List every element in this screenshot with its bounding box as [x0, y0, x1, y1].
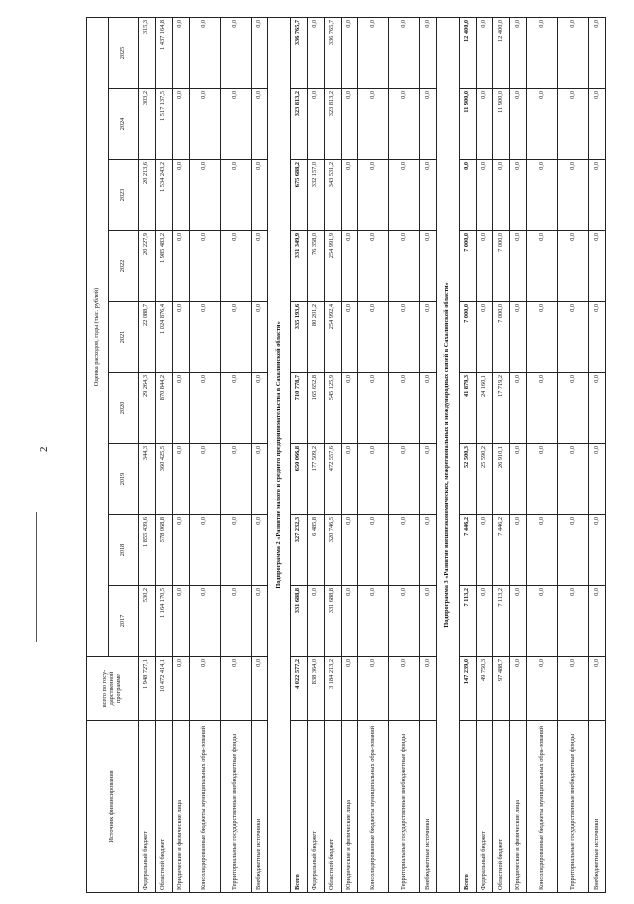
table-row: [510, 17, 527, 892]
row-year-value: 0,0: [341, 160, 358, 231]
row-year-value: 0,0: [527, 586, 558, 657]
row-year-value: 0,0: [476, 586, 493, 657]
subprogram-title-row: [268, 17, 291, 892]
row-year-value: 0,0: [389, 373, 420, 444]
row-year-value: 0,0: [220, 160, 251, 231]
row-year-value: 336 765,7: [324, 17, 341, 88]
row-year-value: 0,0: [341, 231, 358, 302]
row-year-value: 0,0: [341, 515, 358, 586]
row-total-value: 0,0: [589, 657, 606, 721]
row-year-value: 0,0: [589, 444, 606, 515]
row-year-value: 0,0: [420, 373, 437, 444]
row-year-value: 0,0: [389, 586, 420, 657]
row-year-value: 0,0: [476, 302, 493, 373]
row-year-value: 0,0: [510, 89, 527, 160]
row-source-label: Юридические и физические лица: [510, 721, 527, 893]
row-year-value: 0,0: [589, 586, 606, 657]
page-number: 2: [38, 446, 50, 452]
row-total-value: 0,0: [172, 657, 189, 721]
row-year-value: 1 534 243,2: [155, 160, 172, 231]
row-year-value: 0,0: [476, 231, 493, 302]
table-row: [189, 17, 220, 892]
row-year-value: 303,2: [139, 89, 156, 160]
row-year-value: 0,0: [172, 17, 189, 88]
table-row: [476, 17, 493, 892]
row-source-label: Территориальные государственные внебюджетные фонды: [220, 721, 251, 893]
row-year-value: 0,0: [420, 17, 437, 88]
row-year-value: 0,0: [420, 231, 437, 302]
table-row: [324, 17, 341, 892]
row-year-value: 323 813,2: [324, 89, 341, 160]
table-row: [389, 17, 420, 892]
row-year-value: 0,0: [420, 586, 437, 657]
row-year-value: 0,0: [307, 17, 324, 88]
row-source-label: Консолидированные бюджеты муниципальных обра-зований: [527, 721, 558, 893]
table-row: [558, 17, 589, 892]
row-year-value: 7 000,0: [493, 302, 510, 373]
table-row: [251, 17, 268, 892]
row-year-value: 0,0: [220, 586, 251, 657]
header-year: 2025: [109, 17, 139, 88]
header-year: 2023: [109, 160, 139, 231]
row-year-value: 0,0: [341, 302, 358, 373]
row-year-value: 0,0: [558, 444, 589, 515]
row-year-value: 0,0: [172, 89, 189, 160]
row-year-value: 0,0: [510, 17, 527, 88]
row-year-value: 0,0: [476, 89, 493, 160]
row-source-label: Юридические и физические лица: [341, 721, 358, 893]
header-year: 2017: [109, 586, 139, 657]
row-year-value: 29 264,3: [139, 373, 156, 444]
header-year: 2019: [109, 444, 139, 515]
row-year-value: 0,0: [527, 231, 558, 302]
row-year-value: 0,0: [558, 586, 589, 657]
row-year-value: 7 446,2: [493, 515, 510, 586]
row-year-value: 7 446,2: [459, 515, 476, 586]
row-year-value: 0,0: [220, 231, 251, 302]
row-source-label: Федеральный бюджет: [139, 721, 156, 893]
row-year-value: 0,0: [358, 515, 389, 586]
row-source-label: Областной бюджет: [155, 721, 172, 893]
row-year-value: 650 066,8: [290, 444, 307, 515]
row-year-value: 0,0: [510, 586, 527, 657]
row-year-value: 22 088,7: [139, 302, 156, 373]
row-year-value: 0,0: [527, 515, 558, 586]
row-year-value: 0,0: [358, 586, 389, 657]
row-year-value: 6 485,8: [307, 515, 324, 586]
row-year-value: 0,0: [558, 160, 589, 231]
row-year-value: 0,0: [251, 515, 268, 586]
row-source-label: Юридические и физические лица: [172, 721, 189, 893]
row-year-value: 360 425,5: [155, 444, 172, 515]
row-year-value: 0,0: [358, 160, 389, 231]
row-year-value: 0,0: [527, 160, 558, 231]
row-year-value: 0,0: [420, 444, 437, 515]
row-year-value: 0,0: [307, 586, 324, 657]
row-source-label: Всего: [459, 721, 476, 893]
row-year-value: 0,0: [420, 160, 437, 231]
row-total-value: 0,0: [358, 657, 389, 721]
row-year-value: 0,0: [341, 17, 358, 88]
row-year-value: 327 232,3: [290, 515, 307, 586]
row-year-value: 0,0: [558, 231, 589, 302]
row-year-value: 0,0: [220, 444, 251, 515]
row-year-value: 0,0: [558, 515, 589, 586]
table-row: [290, 17, 307, 892]
row-year-value: 0,0: [189, 89, 220, 160]
row-total-value: 10 472 414,1: [155, 657, 172, 721]
row-year-value: 0,0: [589, 17, 606, 88]
row-year-value: 0,0: [476, 17, 493, 88]
row-year-value: 0,0: [341, 89, 358, 160]
header-source: Источник финансирования: [87, 721, 139, 893]
row-year-value: 0,0: [510, 444, 527, 515]
row-year-value: 0,0: [527, 302, 558, 373]
table-row: [307, 17, 324, 892]
row-year-value: 12 400,0: [493, 17, 510, 88]
row-year-value: 24 160,1: [476, 373, 493, 444]
row-year-value: 0,0: [189, 17, 220, 88]
row-year-value: 0,0: [420, 302, 437, 373]
row-total-value: 147 239,0: [459, 657, 476, 721]
row-year-value: 332 157,0: [307, 160, 324, 231]
row-year-value: 336 765,7: [290, 17, 307, 88]
table-body: [139, 17, 606, 892]
row-year-value: 20 227,9: [139, 231, 156, 302]
row-year-value: 331 349,9: [290, 231, 307, 302]
row-year-value: 0,0: [220, 89, 251, 160]
row-year-value: 0,0: [358, 17, 389, 88]
row-year-value: 0,0: [251, 17, 268, 88]
row-year-value: 12 400,0: [459, 17, 476, 88]
row-year-value: 0,0: [510, 160, 527, 231]
row-year-value: 0,0: [358, 444, 389, 515]
table-row: [589, 17, 606, 892]
row-total-value: 0,0: [420, 657, 437, 721]
row-year-value: 545 125,9: [324, 373, 341, 444]
row-year-value: 0,0: [389, 89, 420, 160]
row-year-value: 0,0: [220, 373, 251, 444]
row-year-value: 0,0: [251, 89, 268, 160]
row-source-label: Консолидированные бюджеты муниципальных обра-зований: [358, 721, 389, 893]
row-total-value: 49 750,3: [476, 657, 493, 721]
rotated-table-container: [86, 17, 606, 893]
table-row: [220, 17, 251, 892]
row-year-value: 17 719,2: [493, 373, 510, 444]
row-total-value: 1 948 727,1: [139, 657, 156, 721]
row-total-value: 0,0: [389, 657, 420, 721]
row-year-value: 7 000,0: [459, 302, 476, 373]
row-year-value: 7 113,2: [459, 586, 476, 657]
row-total-value: 0,0: [251, 657, 268, 721]
row-year-value: 0,0: [476, 160, 493, 231]
row-year-value: 0,0: [589, 89, 606, 160]
table-row: [527, 17, 558, 892]
row-year-value: 0,0: [189, 160, 220, 231]
row-total-value: 838 364,0: [307, 657, 324, 721]
table-row: [172, 17, 189, 892]
row-year-value: 0,0: [589, 160, 606, 231]
row-year-value: 0,0: [527, 444, 558, 515]
row-year-value: 0,0: [341, 586, 358, 657]
row-year-value: 41 879,3: [459, 373, 476, 444]
row-year-value: 0,0: [251, 444, 268, 515]
row-year-value: 0,0: [251, 160, 268, 231]
row-year-value: 0,0: [251, 586, 268, 657]
row-total-value: 4 022 577,2: [290, 657, 307, 721]
row-year-value: 0,0: [389, 444, 420, 515]
row-year-value: 870 844,2: [155, 373, 172, 444]
row-year-value: 0,0: [459, 160, 476, 231]
row-year-value: 0,0: [172, 231, 189, 302]
row-total-value: 0,0: [189, 657, 220, 721]
row-year-value: 0,0: [172, 373, 189, 444]
subprogram-title: Подпрограмма 2 «Развитие малого и среднего предпринимательства в Сахалинской области»: [268, 17, 291, 892]
row-year-value: 0,0: [189, 373, 220, 444]
table-row: [155, 17, 172, 892]
row-year-value: 344,3: [139, 444, 156, 515]
row-year-value: 0,0: [358, 89, 389, 160]
row-year-value: 0,0: [189, 302, 220, 373]
row-year-value: 0,0: [341, 373, 358, 444]
row-total-value: 97 488,7: [493, 657, 510, 721]
row-year-value: 11 900,0: [493, 89, 510, 160]
row-year-value: 0,0: [358, 373, 389, 444]
row-year-value: 165 652,8: [307, 373, 324, 444]
header-year: 2022: [109, 231, 139, 302]
row-total-value: 3 184 213,2: [324, 657, 341, 721]
row-source-label: Областной бюджет: [493, 721, 510, 893]
row-year-value: 0,0: [510, 373, 527, 444]
row-year-value: 0,0: [589, 515, 606, 586]
subprogram-title: Подпрограмма 3 «Развитие внешнеэкономических, межрегиональных и международных связей в Сахалинской области»: [437, 17, 460, 892]
row-year-value: 331 688,8: [324, 586, 341, 657]
row-year-value: 0,0: [251, 231, 268, 302]
row-total-value: 0,0: [220, 657, 251, 721]
subprogram-title-row: [437, 17, 460, 892]
row-source-label: Федеральный бюджет: [307, 721, 324, 893]
row-year-value: 0,0: [220, 302, 251, 373]
row-year-value: 7 000,0: [459, 231, 476, 302]
row-year-value: 177 509,2: [307, 444, 324, 515]
row-year-value: 335 193,6: [290, 302, 307, 373]
row-year-value: 1 855 439,6: [139, 515, 156, 586]
row-year-value: 0,0: [589, 373, 606, 444]
row-total-value: 0,0: [527, 657, 558, 721]
row-year-value: 0,0: [389, 515, 420, 586]
row-year-value: 1 024 876,4: [155, 302, 172, 373]
row-source-label: Федеральный бюджет: [476, 721, 493, 893]
row-year-value: 7 000,0: [493, 231, 510, 302]
row-year-value: 323 813,2: [290, 89, 307, 160]
header-year: 2020: [109, 373, 139, 444]
row-year-value: 0,0: [476, 515, 493, 586]
row-year-value: 0,0: [220, 17, 251, 88]
row-year-value: 25 590,2: [476, 444, 493, 515]
row-year-value: 0,0: [251, 373, 268, 444]
funding-table: [86, 17, 606, 893]
row-year-value: 0,0: [558, 302, 589, 373]
row-year-value: 20 213,6: [139, 160, 156, 231]
row-year-value: 0,0: [510, 515, 527, 586]
row-year-value: 0,0: [172, 515, 189, 586]
row-total-value: 0,0: [510, 657, 527, 721]
row-year-value: 76 358,0: [307, 231, 324, 302]
row-year-value: 0,0: [189, 586, 220, 657]
row-year-value: 80 201,2: [307, 302, 324, 373]
row-year-value: 343 531,2: [324, 160, 341, 231]
row-year-value: 331 688,8: [290, 586, 307, 657]
table-row: [139, 17, 156, 892]
row-year-value: 0,0: [493, 160, 510, 231]
row-year-value: 0,0: [558, 373, 589, 444]
row-year-value: 0,0: [172, 586, 189, 657]
row-year-value: 0,0: [420, 89, 437, 160]
row-year-value: 1 164 170,5: [155, 586, 172, 657]
row-year-value: 52 500,3: [459, 444, 476, 515]
row-year-value: 254 992,4: [324, 302, 341, 373]
row-year-value: 0,0: [527, 373, 558, 444]
row-year-value: 7 113,2: [493, 586, 510, 657]
row-source-label: Территориальные государственные внебюджетные фонды: [558, 721, 589, 893]
row-year-value: 0,0: [389, 17, 420, 88]
row-year-value: 254 991,9: [324, 231, 341, 302]
header-total: всего по госу-дарственной программе: [87, 657, 139, 721]
row-year-value: 1 437 164,8: [155, 17, 172, 88]
footer-divider: [36, 512, 37, 642]
row-year-value: 315,3: [139, 17, 156, 88]
row-year-value: 0,0: [172, 302, 189, 373]
row-year-value: 0,0: [589, 231, 606, 302]
header-year: 2021: [109, 302, 139, 373]
row-source-label: Внебюджетные источники: [420, 721, 437, 893]
row-source-label: Внебюджетные источники: [589, 721, 606, 893]
header-group: Оценка расходов, годы (тыс. рублей): [87, 17, 109, 656]
row-year-value: 0,0: [558, 89, 589, 160]
row-year-value: 0,0: [527, 17, 558, 88]
row-year-value: 0,0: [420, 515, 437, 586]
row-year-value: 472 557,6: [324, 444, 341, 515]
row-source-label: Всего: [290, 721, 307, 893]
row-year-value: 0,0: [558, 17, 589, 88]
row-year-value: 0,0: [358, 302, 389, 373]
row-year-value: 26 910,1: [493, 444, 510, 515]
table-row: [420, 17, 437, 892]
row-year-value: 0,0: [220, 515, 251, 586]
row-year-value: 0,0: [189, 515, 220, 586]
row-year-value: 675 688,2: [290, 160, 307, 231]
row-year-value: 0,0: [251, 302, 268, 373]
row-source-label: Консолидированные бюджеты муниципальных обра-зований: [189, 721, 220, 893]
row-year-value: 0,0: [189, 231, 220, 302]
row-source-label: Территориальные государственные внебюджетные фонды: [389, 721, 420, 893]
row-year-value: 1 517 137,5: [155, 89, 172, 160]
row-year-value: 0,0: [341, 444, 358, 515]
table-row: [493, 17, 510, 892]
header-year: 2024: [109, 89, 139, 160]
row-source-label: Внебюджетные источники: [251, 721, 268, 893]
row-year-value: 0,0: [527, 89, 558, 160]
table-row: [358, 17, 389, 892]
row-year-value: 11 900,0: [459, 89, 476, 160]
table-row: [459, 17, 476, 892]
row-year-value: 0,0: [510, 231, 527, 302]
row-total-value: 0,0: [558, 657, 589, 721]
row-year-value: 0,0: [172, 444, 189, 515]
row-year-value: 320 746,5: [324, 515, 341, 586]
row-year-value: 0,0: [589, 302, 606, 373]
row-year-value: 710 778,7: [290, 373, 307, 444]
row-year-value: 0,0: [389, 302, 420, 373]
row-total-value: 0,0: [341, 657, 358, 721]
row-year-value: 0,0: [172, 160, 189, 231]
row-year-value: 0,0: [389, 231, 420, 302]
table-row: [341, 17, 358, 892]
row-year-value: 578 068,8: [155, 515, 172, 586]
row-year-value: 0,0: [189, 444, 220, 515]
row-year-value: 0,0: [307, 89, 324, 160]
row-source-label: Областной бюджет: [324, 721, 341, 893]
row-year-value: 0,0: [510, 302, 527, 373]
row-year-value: 0,0: [358, 231, 389, 302]
row-year-value: 0,0: [389, 160, 420, 231]
header-year: 2018: [109, 515, 139, 586]
row-year-value: 1 985 483,2: [155, 231, 172, 302]
row-year-value: 530,2: [139, 586, 156, 657]
